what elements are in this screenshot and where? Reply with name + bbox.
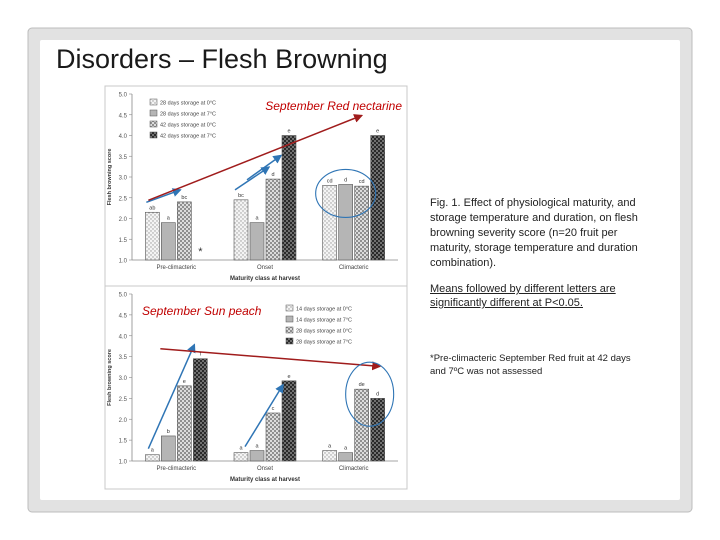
bar [282,136,296,261]
y-tick-label: 1.0 [118,459,127,466]
data-label: ab [149,205,156,212]
legend-swatch [286,305,293,311]
bar [250,451,264,461]
y-tick-label: 3.0 [118,175,127,182]
bar [250,223,264,260]
data-label: a [255,443,259,450]
y-tick-label: 1.0 [118,258,127,265]
data-label: a [239,445,243,452]
legend-label: 14 days storage at 7°C [296,317,353,324]
bar [145,212,159,260]
y-tick-label: 2.0 [118,217,127,223]
data-label: a [344,445,348,452]
legend-swatch [150,99,157,105]
slide-title: Disorders – Flesh Browning [56,44,388,74]
y-axis-label: Flesh browning score [107,148,113,206]
y-tick-label: 3.5 [118,355,127,362]
data-label: a [166,215,170,222]
data-label: b [166,428,170,435]
data-label: a [255,215,259,222]
bar [339,184,353,260]
data-label: d [271,172,275,179]
legend-swatch [150,132,157,138]
bar [323,185,337,260]
chart-title: September Red nectarine [265,99,402,113]
significance-note: Means followed by different letters are significantly different at P<0.05. [430,283,616,309]
x-tick-label: Climacteric [338,265,369,271]
y-tick-label: 2.5 [118,396,127,403]
data-label: d [376,391,380,398]
legend-label: 42 days storage at 7°C [160,133,217,140]
y-tick-label: 4.0 [118,134,127,140]
bar [371,398,385,461]
bar [355,186,369,260]
bar [161,223,175,260]
data-label: e [376,128,380,135]
legend-label: 42 days storage at 0°C [160,122,217,129]
data-label: * [198,246,203,258]
figure-caption: Fig. 1. Effect of physiological maturity, and storage temperature and duration, on flesh browning severity score (n=20 fruit per maturity, storage temperature and duration combination). [430,197,638,269]
bar [323,451,337,461]
data-label: de [358,382,365,389]
y-tick-label: 2.5 [118,196,127,203]
data-label: bc [238,192,244,199]
chart-title: September Sun peach [142,304,262,318]
x-tick-label: Onset [256,265,274,271]
bar [193,359,207,461]
legend-label: 14 days storage at 0°C [296,306,353,313]
y-tick-label: 1.5 [118,438,127,445]
legend-swatch [286,316,293,322]
legend-label: 28 days storage at 0°C [296,328,353,335]
data-label: cd [326,178,333,185]
x-tick-label: Pre-climacteric [156,265,197,271]
bar [234,200,248,260]
bar [371,136,385,261]
y-tick-label: 2.0 [118,417,127,424]
footnote: *Pre-climacteric September Red fruit at 42 days and 7ºC was not assessed [430,353,631,377]
bar [266,413,280,461]
legend-swatch [286,327,293,333]
x-tick-label: Climacteric [338,466,369,472]
bar [266,179,280,260]
bar [282,381,296,461]
y-tick-label: 4.5 [118,313,127,320]
chart-september-sun [105,286,407,489]
y-axis-label: Flesh browning score [107,349,113,406]
bar [355,389,369,461]
x-axis-label: Maturity class at harvest [229,477,301,483]
data-label: a [150,447,154,454]
legend-swatch [150,110,157,116]
bar [161,436,175,461]
y-tick-label: 5.0 [118,292,127,299]
bar [145,455,159,461]
data-label: e [182,378,186,385]
legend-label: 28 days storage at 7°C [296,339,353,346]
legend-label: 28 days storage at 7°C [160,111,217,118]
legend-swatch [286,338,293,344]
legend-label: 28 days storage at 0°C [160,100,217,107]
bar [177,386,191,461]
y-tick-label: 1.5 [118,237,127,244]
data-label: e [287,128,291,135]
data-label: d [344,177,348,184]
x-tick-label: Onset [256,466,274,472]
legend-swatch [150,121,157,127]
bar [234,453,248,461]
data-label: cd [358,179,365,186]
y-tick-label: 4.5 [118,113,127,120]
x-axis-label: Maturity class at harvest [229,276,301,282]
data-label: c [271,405,275,412]
y-tick-label: 4.0 [118,334,127,341]
y-tick-label: 5.0 [118,92,127,99]
data-label: bc [181,194,188,201]
bar [177,202,191,260]
y-tick-label: 3.5 [118,154,127,161]
x-tick-label: Pre-climacteric [156,466,197,472]
bar [339,453,353,461]
data-label: f [199,351,202,358]
y-tick-label: 3.0 [118,376,127,382]
data-label: e [287,373,291,380]
data-label: a [328,443,332,450]
